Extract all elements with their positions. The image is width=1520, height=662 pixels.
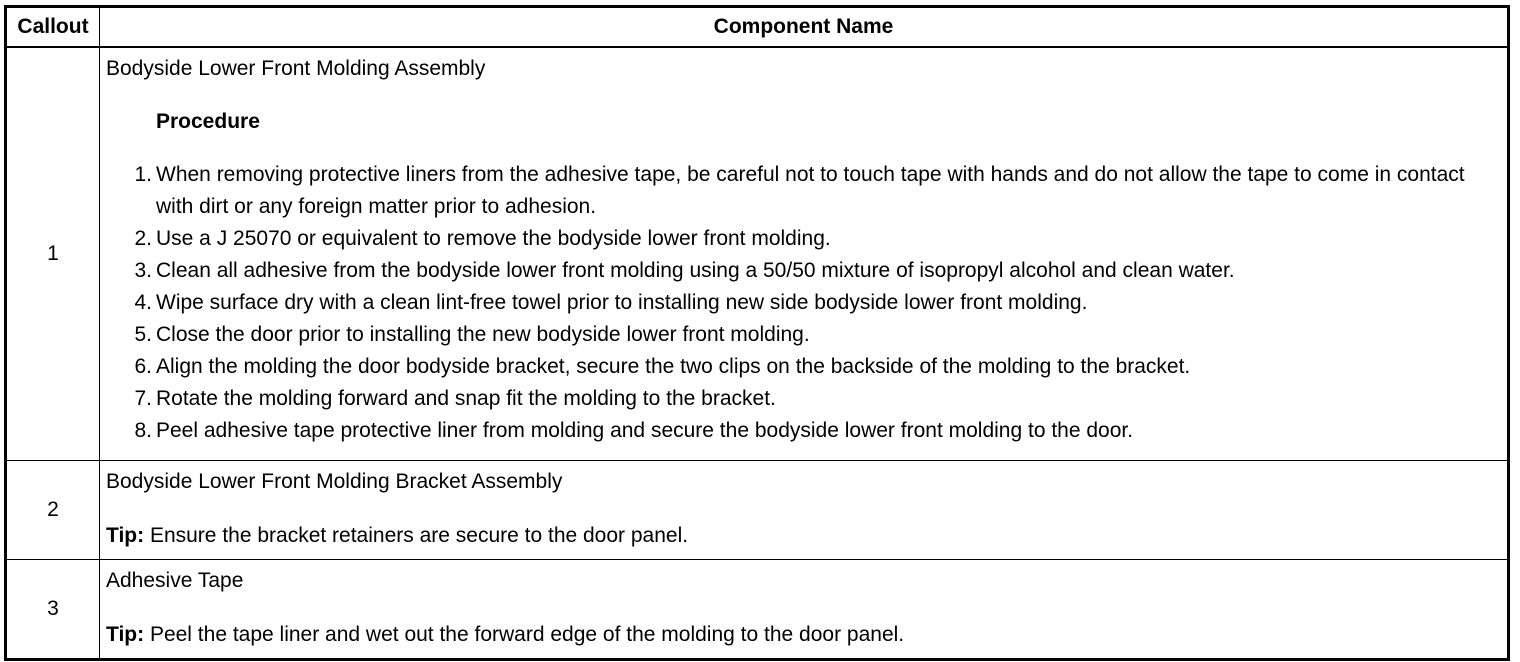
step-number: 3. [134,259,152,282]
component-name-column-header: Component Name [100,7,1509,48]
step-text: Use a J 25070 or equivalent to remove the bodyside lower front molding. [156,227,831,250]
table-row [6,560,1509,660]
step-number: 8. [134,419,152,442]
tip-label: Tip: [106,524,145,547]
step-text: Peel adhesive tape protective liner from molding and secure the bodyside lower front molding to the door. [156,419,1134,442]
procedure-step [134,223,1501,255]
step-number: 4. [134,291,152,314]
component-name: Adhesive Tape [106,569,244,592]
step-text: Clean all adhesive from the bodyside lower front molding using a 50/50 mixture of isopropyl alcohol and clean water. [156,259,1235,282]
table-row [6,47,1509,461]
procedure-step [134,415,1501,447]
step-number: 5. [134,323,152,346]
tip-note [106,520,1501,552]
step-text: Close the door prior to installing the new bodyside lower front molding. [156,323,810,346]
component-cell [100,47,1509,461]
callout-column-header: Callout [6,7,100,48]
tip-text: Peel the tape liner and wet out the forward edge of the molding to the door panel. [144,623,905,646]
step-text: Wipe surface dry with a clean lint-free towel prior to installing new side bodyside lower front molding. [156,291,1088,314]
step-text: Align the molding the door bodyside bracket, secure the two clips on the backside of the molding to the bracket. [156,355,1191,378]
procedure-step [134,287,1501,319]
step-number: 6. [134,355,152,378]
step-text: Rotate the molding forward and snap fit the molding to the bracket. [156,387,776,410]
procedure-step [134,351,1501,383]
procedure-step [134,383,1501,415]
step-number: 1. [134,163,152,186]
component-table [4,5,1510,661]
component-cell [100,461,1509,560]
step-number: 2. [134,227,152,250]
procedure-step [134,255,1501,287]
document-page [4,5,1510,661]
component-cell [100,560,1509,660]
tip-label: Tip: [106,623,145,646]
procedure-steps [106,159,1501,447]
callout-cell: 3 [6,560,100,660]
table-row [6,461,1509,560]
callout-cell: 2 [6,461,100,560]
procedure-step [134,159,1501,223]
step-number: 7. [134,387,152,410]
step-text: When removing protective liners from the adhesive tape, be careful not to touch tape with hands and do not allow the tape to come in contact with dirt or any foreign matter prior to adhesion. [156,163,1465,218]
component-name: Bodyside Lower Front Molding Assembly [106,57,486,80]
tip-note [106,619,1501,651]
tip-text: Ensure the bracket retainers are secure to the door panel. [144,524,689,547]
callout-cell: 1 [6,47,100,461]
procedure-heading: Procedure [156,110,260,133]
procedure-step [134,319,1501,351]
table-header-row [6,7,1509,48]
component-name: Bodyside Lower Front Molding Bracket Assembly [106,470,563,493]
